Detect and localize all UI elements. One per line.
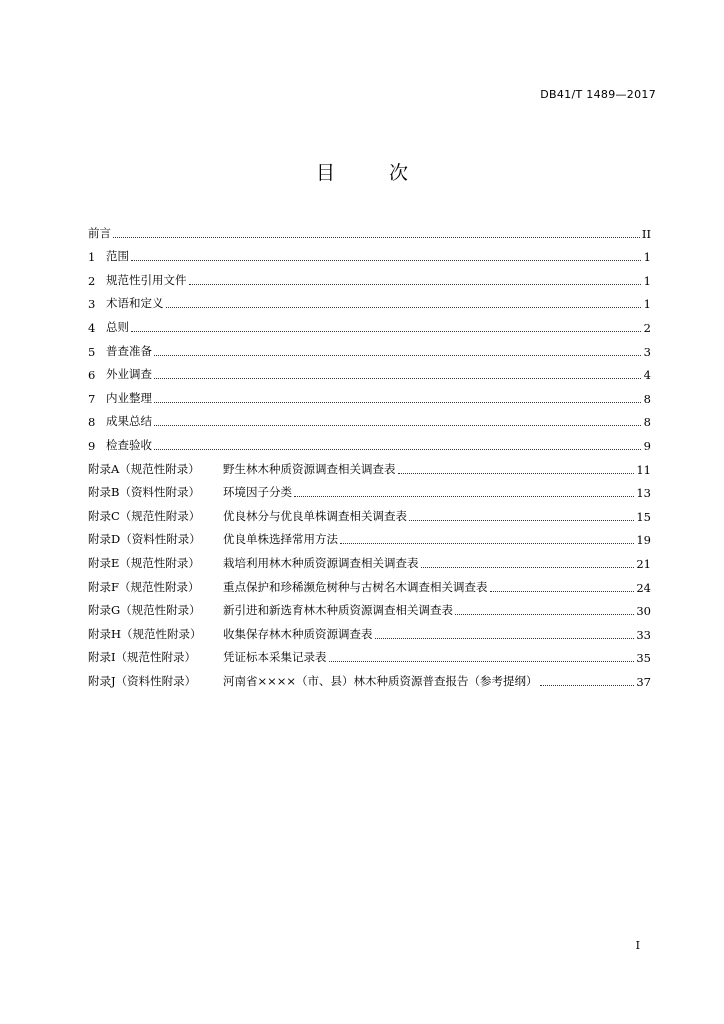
toc-entry[interactable] [88, 335, 651, 359]
toc-entry-number: 6 [88, 368, 96, 383]
toc-entry-title: 规范性引用文件 [106, 272, 187, 287]
toc-title-left: 目 [315, 162, 335, 184]
toc-entry[interactable] [88, 264, 651, 288]
toc-appendix-entry[interactable] [88, 547, 651, 571]
toc-entry-title: 内业整理 [106, 390, 152, 405]
toc-entry[interactable] [88, 382, 651, 406]
toc-dot-leader [154, 378, 641, 379]
toc-appendix-label: 附录H（规范性附录） [88, 626, 202, 641]
toc-entry-page: 9 [643, 438, 651, 453]
toc-entry-number: 4 [88, 320, 96, 335]
toc-appendix-entry[interactable] [88, 665, 651, 689]
toc-dot-leader [154, 402, 641, 403]
toc-dot-leader [455, 614, 634, 615]
toc-dot-leader [154, 449, 641, 450]
toc-entry-title: 外业调查 [106, 367, 152, 382]
toc-dot-leader [189, 284, 642, 285]
toc-appendix-entry[interactable] [88, 477, 651, 501]
toc-entry-page: 1 [643, 250, 651, 265]
toc-entry-page: 2 [643, 320, 651, 335]
toc-appendix-title: 环境因子分类 [223, 485, 292, 500]
toc-appendix-page: 33 [636, 627, 651, 642]
toc-appendix-label: 附录B（资料性附录） [88, 485, 200, 500]
toc-appendix-page: 19 [636, 533, 651, 548]
toc-entry[interactable] [88, 288, 651, 312]
toc-appendix-entry[interactable] [88, 453, 651, 477]
toc-dot-leader [398, 473, 635, 474]
toc-entry-number: 2 [88, 273, 96, 288]
toc-appendix-label: 附录E（规范性附录） [88, 555, 200, 570]
toc-appendix-title: 重点保护和珍稀濒危树种与古树名木调查相关调查表 [223, 579, 488, 594]
toc-entry-page: 4 [643, 368, 651, 383]
toc-appendix-title: 优良林分与优良单株调查相关调查表 [223, 508, 407, 523]
toc-appendix-title: 栽培利用林木种质资源调查相关调查表 [223, 555, 419, 570]
toc-dot-leader [131, 260, 641, 261]
toc-dot-leader [540, 685, 635, 686]
toc-dot-leader [340, 543, 634, 544]
toc-appendix-entry[interactable] [88, 571, 651, 595]
toc-appendix-label: 附录A（规范性附录） [88, 461, 200, 476]
table-of-contents [88, 217, 651, 689]
toc-dot-leader [409, 520, 634, 521]
toc-entry-title: 检查验收 [106, 437, 152, 452]
toc-appendix-page: 35 [636, 651, 651, 666]
toc-entry-page: 3 [643, 344, 651, 359]
toc-appendix-title: 新引进和新选育林木种质资源调查相关调查表 [223, 603, 453, 618]
toc-dot-leader [490, 591, 635, 592]
toc-appendix-page: 37 [636, 674, 651, 689]
toc-entry-number: 8 [88, 415, 96, 430]
toc-appendix-page: 30 [636, 604, 651, 619]
toc-entry[interactable] [88, 406, 651, 430]
toc-appendix-label: 附录G（规范性附录） [88, 603, 201, 618]
toc-entry[interactable] [88, 359, 651, 383]
toc-dot-leader [166, 307, 642, 308]
toc-dot-leader [375, 638, 635, 639]
toc-appendix-entry[interactable] [88, 524, 651, 548]
toc-appendix-label: 附录I（规范性附录） [88, 650, 197, 665]
toc-dot-leader [329, 661, 635, 662]
toc-entry[interactable] [88, 241, 651, 265]
toc-appendix-entry[interactable] [88, 618, 651, 642]
toc-entry-number: 9 [88, 438, 96, 453]
toc-entry[interactable] [88, 217, 651, 241]
toc-appendix-label: 附录C（规范性附录） [88, 508, 201, 523]
toc-entry[interactable] [88, 311, 651, 335]
toc-title-right: 次 [389, 162, 409, 184]
toc-appendix-entry[interactable] [88, 500, 651, 524]
document-code: DB41/T 1489—2017 [540, 88, 656, 101]
toc-appendix-label: 附录F（规范性附录） [88, 579, 200, 594]
toc-entry-number: 1 [88, 250, 96, 265]
toc-appendix-entry[interactable] [88, 595, 651, 619]
toc-appendix-title: 河南省××××（市、县）林木种质资源普查报告（参考提纲） [223, 673, 538, 688]
toc-dot-leader [154, 355, 641, 356]
toc-appendix-page: 21 [636, 556, 651, 571]
toc-entry-title: 普查准备 [106, 343, 152, 358]
toc-appendix-page: 24 [636, 580, 651, 595]
toc-dot-leader [154, 425, 641, 426]
toc-entry-page: 1 [643, 297, 651, 312]
toc-appendix-title: 收集保存林木种质资源调查表 [223, 626, 373, 641]
toc-entry-page: 8 [643, 391, 651, 406]
toc-dot-leader [131, 331, 641, 332]
toc-entry-number: 3 [88, 297, 96, 312]
toc-dot-leader [294, 496, 634, 497]
toc-dot-leader [421, 567, 635, 568]
toc-appendix-page: 11 [636, 462, 651, 477]
toc-entry-page: II [641, 226, 651, 241]
toc-dot-leader [113, 237, 640, 238]
toc-entry-number: 5 [88, 344, 96, 359]
toc-entry-page: 1 [643, 273, 651, 288]
toc-entry-title: 总则 [106, 319, 129, 334]
toc-appendix-page: 13 [636, 486, 651, 501]
toc-entry[interactable] [88, 429, 651, 453]
toc-title [0, 158, 724, 185]
toc-entry-title: 成果总结 [106, 414, 152, 429]
toc-appendix-entry[interactable] [88, 642, 651, 666]
toc-appendix-label: 附录D（资料性附录） [88, 532, 201, 547]
toc-appendix-title: 优良单株选择常用方法 [223, 532, 338, 547]
toc-appendix-title: 凭证标本采集记录表 [223, 650, 327, 665]
page-number: I [635, 939, 640, 952]
toc-entry-number: 7 [88, 391, 96, 406]
toc-entry-title: 术语和定义 [106, 296, 164, 311]
toc-entry-page: 8 [643, 415, 651, 430]
toc-appendix-page: 15 [636, 509, 651, 524]
toc-appendix-title: 野生林木种质资源调查相关调查表 [223, 461, 396, 476]
toc-entry-title: 范围 [106, 249, 129, 264]
toc-appendix-label: 附录J（资料性附录） [88, 673, 197, 688]
toc-entry-title: 前言 [88, 225, 111, 240]
